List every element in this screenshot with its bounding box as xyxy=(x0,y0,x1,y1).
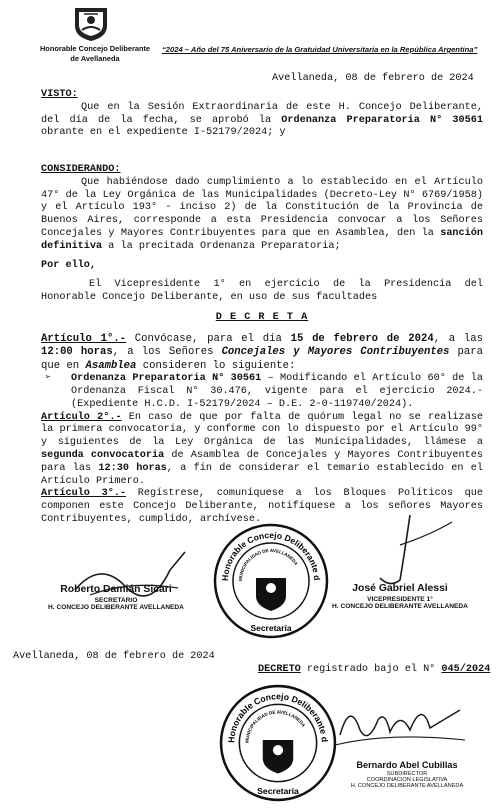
visto-heading: VISTO: xyxy=(41,89,78,100)
por-ello-section xyxy=(41,260,483,304)
article-3: Artículo 3°.- Regístrese, comuníquese a los Bloques Políticos que componen este Concejo Deliberante, notifíquese a los señores Mayores Contribuyentes, cumplido, archívese. xyxy=(41,488,483,525)
articles xyxy=(41,333,483,527)
considerando-heading: CONSIDERANDO: xyxy=(41,164,121,175)
seal2-bottom-text: Secretaría xyxy=(257,785,299,796)
institution-name: Honorable Concejo Deliberante de Avellaneda xyxy=(39,44,151,63)
considerando-paragraph: Que habiéndose dado cumplimiento a lo establecido en el Artículo 47° de la Ley Orgánica de las Municipalidades (Decreto-Ley N° 6769/1958) y el Artículo 193° - inciso 2) de la Constitución de la Provincia de Buenos Aires, corresponde a esta Presidencia convocar a los Señores Concejales y Mayores Contribuyentes para que en Asamblea, den la sanción definitiva a la precitada Ordenanza Preparatoria; xyxy=(41,176,483,252)
subdirector-name: Bernardo Abel Cubillas xyxy=(356,760,458,770)
vicepresident-role: VICEPRESIDENTE 1° xyxy=(367,596,433,603)
vicepresident-name: José Gabriel Alessi xyxy=(352,583,448,594)
secretary-org: H. CONCEJO DELIBERANTE AVELLANEDA xyxy=(48,604,184,611)
signatory-secretary xyxy=(20,584,212,611)
visto-paragraph: Que en la Sesión Extraordinaria de este H. Concejo Deliberante, del día de la fecha, se aprobó la Ordenanza Preparatoria N° 30561 obrante en el expediente I-52179/2024; y xyxy=(41,101,483,139)
year-motto: “2024 – Año del 75 Aniversario de la Gratuidad Universitaria en la República Argentina” xyxy=(162,45,478,54)
secretary-role: SECRETARIO xyxy=(94,597,138,604)
seal-inner-text: MUNICIPALIDAD DE AVELLANEDA xyxy=(237,547,299,582)
vicepresident-signature xyxy=(360,510,470,590)
article-2: Artículo 2°.- En caso de que por falta de quórum legal no se realizase la primera convocatoria, y conforme con lo dispuesto por el Artículo 99° y siguientes de la Ley Orgánica de las Municipalidades, llámese a segunda convocatoria de Asamblea de Concejales y Mayores Contribuyentes para las 12:30 horas, a fin de considerar el temario establecido en el Artículo Primero. xyxy=(41,411,483,487)
subdirector-role: SUBDIRECTOR xyxy=(386,771,428,777)
secretary-name: Roberto Damián Sicari xyxy=(60,584,172,595)
signatory-subdirector xyxy=(318,760,496,789)
article-1: Artículo 1°.- Convócase, para el día 15 de febrero de 2024, a las 12:00 horas, a los Señores Concejales y Mayores Contribuyentes para que en Asamblea consideren lo siguiente: xyxy=(41,333,483,372)
article-1-item: ➢ Ordenanza Preparatoria N° 30561 – Modificando el Artículo 60° de la Ordenanza Fiscal N° 30.476, vigente para el ejercicio 2024.- (Expediente H.C.D. I-52179/2024 – D.E. 2-0-119740/2024). xyxy=(45,373,483,410)
subdirector-dept: COORDINACION LEGISLATIVA xyxy=(366,777,448,783)
seal-outer-text: Honorable Concejo Deliberante d xyxy=(219,529,323,582)
vicepresident-org: H. CONCEJO DELIBERANTE AVELLANEDA xyxy=(332,603,468,610)
svg-text:MUNICIPALIDAD DE AVELLANEDA xyxy=(238,548,299,581)
seal-bottom-text: Secretaría xyxy=(250,623,292,633)
official-seal xyxy=(212,522,330,640)
por-ello-heading: Por ello, xyxy=(41,260,97,271)
svg-text:MUNICIPALIDAD DE AVELLANEDA xyxy=(244,709,306,743)
subdirector-signature xyxy=(330,690,470,760)
seal2-inner-text: MUNICIPALIDAD DE AVELLANEDA xyxy=(244,709,307,744)
document-date: Avellaneda, 08 de febrero de 2024 xyxy=(272,73,474,84)
municipal-logo xyxy=(72,6,110,42)
visto-section xyxy=(41,89,483,140)
registration-line: DECRETO registrado bajo el N° 045/2024 xyxy=(258,664,491,675)
seal2-outer-text: Honorable Concejo Deliberante d xyxy=(226,691,330,744)
bullet-arrow-icon: ➢ xyxy=(45,373,52,385)
signatory-vicepresident xyxy=(305,583,495,610)
por-ello-paragraph: El Vicepresidente 1° en ejercicio de la Presidencia del Honorable Concejo Deliberante, en uso de sus facultades xyxy=(41,278,483,303)
considerando-section xyxy=(41,164,483,254)
registration-date: Avellaneda, 08 de febrero de 2024 xyxy=(13,651,215,662)
decreta-heading: D E C R E T A xyxy=(215,312,309,323)
subdirector-org: H. CONCEJO DELIBERANTE AVELLANEDA xyxy=(350,783,464,789)
